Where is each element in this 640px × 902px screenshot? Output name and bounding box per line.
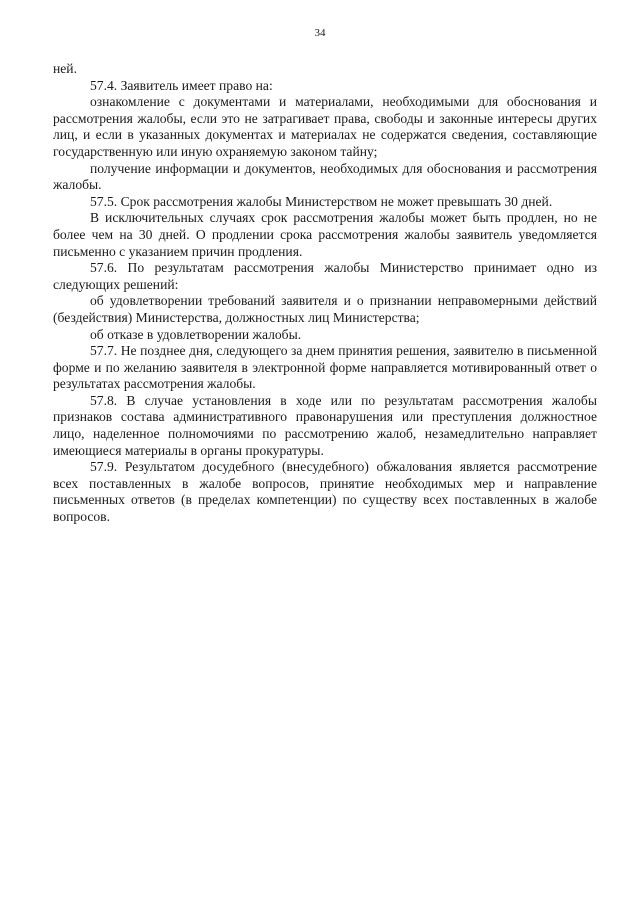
page-number: 34 (314, 27, 326, 39)
paragraph-57-4: 57.4. Заявитель имеет право на: (90, 77, 273, 93)
paragraph-57-7: 57.7. Не позднее дня, следующего за днем принятия решения, заявителю в письменной форме и по желанию заявителя в электронной форме направляется мотивированный ответ о результатах рассмотрения жалобы. (53, 343, 597, 392)
paragraph-57-6-item-2: об отказе в удовлетворении жалобы. (90, 326, 302, 342)
paragraph-57-9: 57.9. Результатом досудебного (внесудебного) обжалования является рассмотрение всех поставленных в жалобе вопросов, принятие необходимых мер и направление письменных ответов (в пределах компетенции) по существу всех поставленных в жалобе вопросов. (53, 459, 597, 525)
paragraph-continuation: ней. (53, 61, 77, 76)
document-body (53, 61, 597, 526)
paragraph-57-5-extension: В исключительных случаях срок рассмотрения жалобы может быть продлен, но не более чем на 30 дней. О продлении срока рассмотрения жалобы заявитель уведомляется письменно с указанием причин продления. (53, 210, 597, 259)
paragraph-57-6-item-1: об удовлетворении требований заявителя и о признании неправомерными действий (бездействия) Министерства, должностных лиц Министерства; (53, 293, 597, 325)
paragraph-57-5: 57.5. Срок рассмотрения жалобы Министерством не может превышать 30 дней. (90, 193, 553, 209)
paragraph-57-6: 57.6. По результатам рассмотрения жалобы Министерство принимает одно из следующих решений: (53, 260, 597, 292)
paragraph-57-4-item-2: получение информации и документов, необходимых для обоснования и рассмотрения жалобы. (53, 160, 597, 193)
paragraph-57-8: 57.8. В случае установления в ходе или по результатам рассмотрения жалобы признаков состава административного правонарушения или преступления должностное лицо, наделенное полномочиями по рассмотрению жалоб, незамедлительно направляет имеющиеся материалы в органы прокуратуры. (53, 392, 597, 458)
paragraph-57-4-item-1: ознакомление с документами и материалами, необходимыми для обоснования и рассмотрения жалобы, если это не затрагивает права, свободы и законные интересы других лиц, и если в указанных документах и материалах не содержатся сведения, составляющие государственную или иную охраняемую законом тайну; (53, 94, 597, 159)
